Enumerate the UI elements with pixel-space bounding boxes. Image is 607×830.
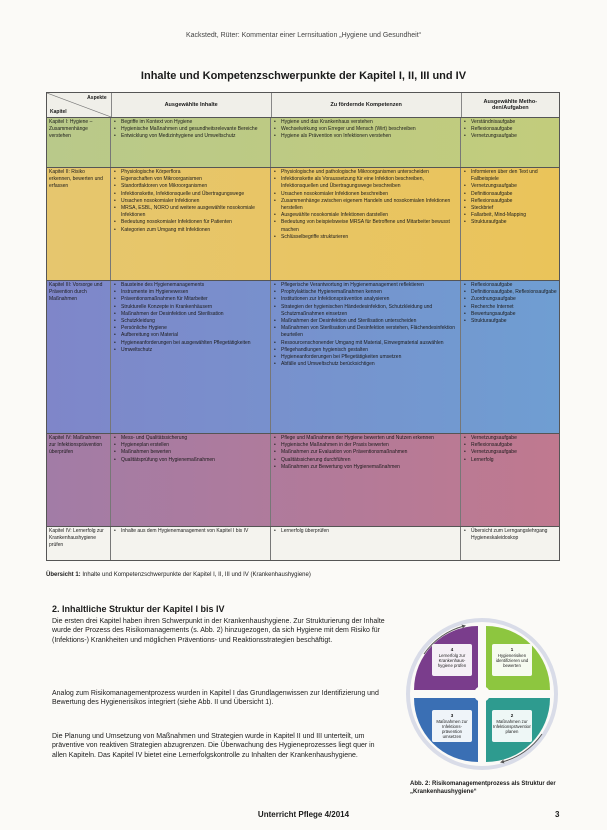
list-item: • Maßnahmen bewerten <box>121 449 268 456</box>
segment-1-label: Hygienerisiken identifizieren und bewerten <box>495 653 529 668</box>
list-item: • Definitionsaufgabe, Reflexionsaufgabe <box>471 289 557 296</box>
list-item: • Hygiene als Prävention von Infektionen verstehen <box>281 133 458 140</box>
table-row <box>47 527 559 560</box>
list-item: • Bedeutung nosokomialer Infektionen für Patienten <box>121 219 268 226</box>
list-item: • Aufbereitung von Material <box>121 332 268 339</box>
list-item: • Strukturelle Konzepte in Krankenhäusern <box>121 304 268 311</box>
list-item: • Standortfaktoren von Mikroorganismen <box>121 183 268 190</box>
list-item: • Pflegerische Verantwortung im Hygienemanagement reflektieren <box>281 282 458 289</box>
competences-cell <box>271 168 461 280</box>
page-number: 3 <box>555 810 560 819</box>
list-item: • Pflegehandlungen hygienisch gestalten <box>281 347 458 354</box>
contents-cell <box>111 527 271 560</box>
competences-cell <box>271 434 461 526</box>
list-item: • Hygienische Maßnahmen in der Praxis bewerten <box>281 442 458 449</box>
list-item: • Wechselwirkung von Erreger und Mensch (Wirt) beschreiben <box>281 126 458 133</box>
list-item: • Begriffe im Kontext von Hygiene <box>121 119 268 126</box>
list-item: • Ursachen nosokomialer Infektionen beschreiben <box>281 191 458 198</box>
paragraph: Die ersten drei Kapitel haben ihren Schwerpunkt in der Krankenhaushygiene. Zur Strukturierung der Inhalte wurde der Prozess des Risikomanagements (s. Abb. 2) hinzugezogen, da sich Hygiene mit dem Risiko für (Infektions-) Krankheiten und möglichen Präventions- und Reaktionsstrategien beschäftigt. <box>52 618 385 644</box>
list-item: • Hygieneanforderungen bei ausgewählten Pflegetätigkeiten <box>121 340 268 347</box>
list-item: • Mess- und Qualitätssicherung <box>121 435 268 442</box>
list-item: • Hygienische Maßnahmen und gesundheitsrelevante Bereiche <box>121 126 268 133</box>
segment-2-label: Maßnahmen zur Infektionsprävention planen <box>493 719 531 734</box>
methods-cell <box>461 168 559 280</box>
segment-1-number: 1 <box>510 647 514 652</box>
competences-cell <box>271 527 461 560</box>
list-item: • MRSA, ESBL, NORO und weitere ausgewählte nosokomiale Infektionen <box>121 205 268 219</box>
list-item: • Vernetzungsaufgabe <box>471 435 557 442</box>
page-footer: Unterricht Pflege 4/2014 <box>257 810 350 819</box>
list-item: • Ressourcenschonender Umgang mit Material, Einwegmaterial auswählen <box>281 340 458 347</box>
corner-top-label: Aspekte <box>87 95 107 101</box>
chapter-cell: Kapitel IV: Lernerfolg zur Krankenhaushygiene prüfen <box>47 527 111 560</box>
list-item: • Verständnisaufgabe <box>471 119 557 126</box>
list-item: • Physiologische Körperflora <box>121 169 268 176</box>
list-item: • Pflege und Maßnahmen der Hygiene bewerten und Nutzen erkennen <box>281 435 458 442</box>
list-item: • Abfälle und Umweltschutz berücksichtigen <box>281 361 458 368</box>
segment-4-label: Lernerfolg zur Krankenhaus-hygiene prüfen <box>437 653 467 668</box>
segment-3-number: 3 <box>450 713 454 718</box>
contents-cell <box>111 118 271 167</box>
list-item: • Prophylaktische Hygienemaßnahmen kennen <box>281 289 458 296</box>
list-item: • Lernerfolg <box>471 457 557 464</box>
column-header: Ausgewählte Inhalte <box>112 93 272 117</box>
list-item: • Qualitätsprüfung von Hygienemaßnahmen <box>121 457 268 464</box>
list-item: • Bausteine des Hygienemanagements <box>121 282 268 289</box>
segment-4-number: 4 <box>450 647 454 652</box>
list-item: • Recherche Internet <box>471 304 557 311</box>
list-item: • Entwicklung von Medizinhygiene und Umweltschutz <box>121 133 268 140</box>
list-item: • Ausgewählte nosokomiale Infektionen darstellen <box>281 212 458 219</box>
table-title: Inhalte und Kompetenzschwerpunkte der Kapitel I, II, III und IV <box>140 70 467 82</box>
list-item: • Persönliche Hygiene <box>121 325 268 332</box>
methods-cell <box>461 281 559 433</box>
list-item: • Institutionen zur Infektionsprävention analysieren <box>281 296 458 303</box>
segment-3-label-wrap <box>433 719 471 743</box>
list-item: • Maßnahmen der Desinfektion und Sterilisation unterscheiden <box>281 318 458 325</box>
list-item: • Hygiene und das Krankenhaus verstehen <box>281 119 458 126</box>
table-row <box>47 434 559 527</box>
contents-cell <box>111 168 271 280</box>
methods-cell <box>461 434 559 526</box>
table-row <box>47 281 559 434</box>
table-row <box>47 118 559 168</box>
list-item: • Lernerfolg überprüfen <box>281 528 458 535</box>
chapter-cell: Kapitel II: Risiko erkennen, bewerten und erfassen <box>47 168 111 280</box>
list-item: • Strukturaufgabe <box>471 219 557 226</box>
list-item: • Infektionskette, Infektionsquelle und Übertragungswege <box>121 191 268 198</box>
competences-cell <box>271 118 461 167</box>
methods-cell <box>461 118 559 167</box>
center-hub <box>474 686 490 702</box>
competence-table <box>46 92 560 561</box>
list-item: • Zusammenhänge zwischen eigenem Handeln und nosokomialen Infektionen herstellen <box>281 198 458 212</box>
list-item: • Bedeutung von beispielsweise MRSA für Betroffene und Mitarbeiter bewusst machen <box>281 219 458 233</box>
list-item: • Zuordnungsaufgabe <box>471 296 557 303</box>
table-caption <box>46 572 311 578</box>
list-item: • Steckbrief <box>471 205 557 212</box>
list-item: • Reflexionsaufgabe <box>471 442 557 449</box>
list-item: • Schlüsselbegriffe strukturieren <box>281 234 458 241</box>
risk-management-cycle-figure <box>404 614 560 774</box>
list-item: • Bewertungsaufgabe <box>471 311 557 318</box>
list-item: • Maßnahmen der Desinfektion und Sterilisation <box>121 311 268 318</box>
list-item: • Reflexionsaufgabe <box>471 198 557 205</box>
figure-caption: Abb. 2: Risikomanagementprozess als Struktur der „Krankenhaushygiene“ <box>410 781 556 795</box>
chapter-cell: Kapitel III: Vorsorge und Prävention durch Maßnahmen <box>47 281 111 433</box>
list-item: • Kategorien zum Umgang mit Infektionen <box>121 227 268 234</box>
list-item: • Hygieneanforderungen bei Pflegetätigkeiten umsetzen <box>281 354 458 361</box>
list-item: • Qualitätssicherung durchführen <box>281 457 458 464</box>
chapter-cell: Kapitel I: Hygiene – Zusammenhänge verstehen <box>47 118 111 167</box>
list-item: • Hygieneplan erstellen <box>121 442 268 449</box>
list-item: • Reflexionsaufgabe <box>471 126 557 133</box>
paragraph: Analog zum Risikomanagementprozess wurden in Kapitel I das Grundlagenwissen zur Identifizierung und Bewertung des Hygienerisikos integriert (siehe Abb. II und Übersicht 1). <box>52 690 379 707</box>
cycle-diagram <box>404 614 560 774</box>
corner-bottom-label: Kapitel <box>50 109 67 115</box>
list-item: • Informieren über den Text und Fallbeispiele <box>471 169 557 183</box>
list-item: • Inhalte aus dem Hygienemanagement von Kapitel I bis IV <box>121 528 268 535</box>
table-header-row <box>47 93 559 118</box>
list-item: • Strategien der hygienischen Händedesinfektion, Schutzkleidung und Schutzmaßnahmen einsetzen <box>281 304 458 318</box>
methods-cell <box>461 527 559 560</box>
list-item: • Infektionskette als Voraussetzung für eine Infektion beschreiben, Infektionsquellen und Übertragungswege beschreiben <box>281 176 458 190</box>
list-item: • Maßnahmen zur Bewertung von Hygienemaßnahmen <box>281 464 458 471</box>
list-item: • Maßnahmen von Sterilisation und Desinfektion verstehen, Flächendesinfektion beurteilen <box>281 325 458 339</box>
list-item: • Reflexionsaufgabe <box>471 282 557 289</box>
list-item: • Strukturaufgabe <box>471 318 557 325</box>
section-heading: 2. Inhaltliche Struktur der Kapitel I bis IV <box>52 604 225 614</box>
segment-2-number: 2 <box>510 713 514 718</box>
contents-cell <box>111 281 271 433</box>
segment-1-label-wrap <box>493 653 531 677</box>
column-header: Zu fördernde Kompetenzen <box>272 93 462 117</box>
segment-3-label: Maßnahmen zur Infektions-prävention umsetzen <box>436 719 468 739</box>
list-item: • Vernetzungsaufgabe <box>471 449 557 456</box>
list-item: • Vernetzungsaufgabe <box>471 183 557 190</box>
list-item: • Präventionsmaßnahmen für Mitarbeiter <box>121 296 268 303</box>
competences-cell <box>271 281 461 433</box>
corner-header-cell <box>47 93 112 117</box>
segment-2-label-wrap <box>493 719 531 743</box>
list-item: • Definitionsaufgabe <box>471 191 557 198</box>
contents-cell <box>111 434 271 526</box>
list-item: • Ursachen nosokomialer Infektionen <box>121 198 268 205</box>
table-row <box>47 168 559 281</box>
list-item: • Eigenschaften von Mikroorganismen <box>121 176 268 183</box>
column-header: Ausgewählte Metho- den/Aufgaben <box>483 99 538 111</box>
paragraph: Die Planung und Umsetzung von Maßnahmen und Strategien wurde in Kapitel II und III unterteilt, um präventive von reaktiven Strategien abzugrenzen. Die Überwachung des Hygieneprozesses liegt quer in allen Kapiteln. Das Kapitel IV bietet eine Lernerfolgskontrolle zu Inhalten der Krankenhaushygiene. <box>52 733 375 759</box>
list-item: • Physiologische und pathologische Mikroorganismen unterscheiden <box>281 169 458 176</box>
running-header: Kackstedt, Rüter: Kommentar einer Lernsituation „Hygiene und Gesundheit“ <box>185 32 421 39</box>
list-item: • Übersicht zum Lerngangslehrgang Hygieneskaleidoskop <box>471 528 557 542</box>
list-item: • Vernetzungsaufgabe <box>471 133 557 140</box>
list-item: • Umweltschutz <box>121 347 268 354</box>
list-item: • Fallarbeit, Mind-Mapping <box>471 212 557 219</box>
chapter-cell: Kapitel IV: Maßnahmen zur Infektionsprävention überprüfen <box>47 434 111 526</box>
list-item: • Schutzkleidung <box>121 318 268 325</box>
list-item: • Instrumente im Hygienewesen <box>121 289 268 296</box>
segment-4-label-wrap <box>433 653 471 677</box>
caption-text: Inhalte und Kompetenzschwerpunkte der Kapitel I, II, III und IV (Krankenhaushygiene) <box>82 572 311 578</box>
list-item: • Maßnahmen zur Evaluation von Präventionsmaßnahmen <box>281 449 458 456</box>
caption-label: Übersicht 1: <box>46 572 81 578</box>
